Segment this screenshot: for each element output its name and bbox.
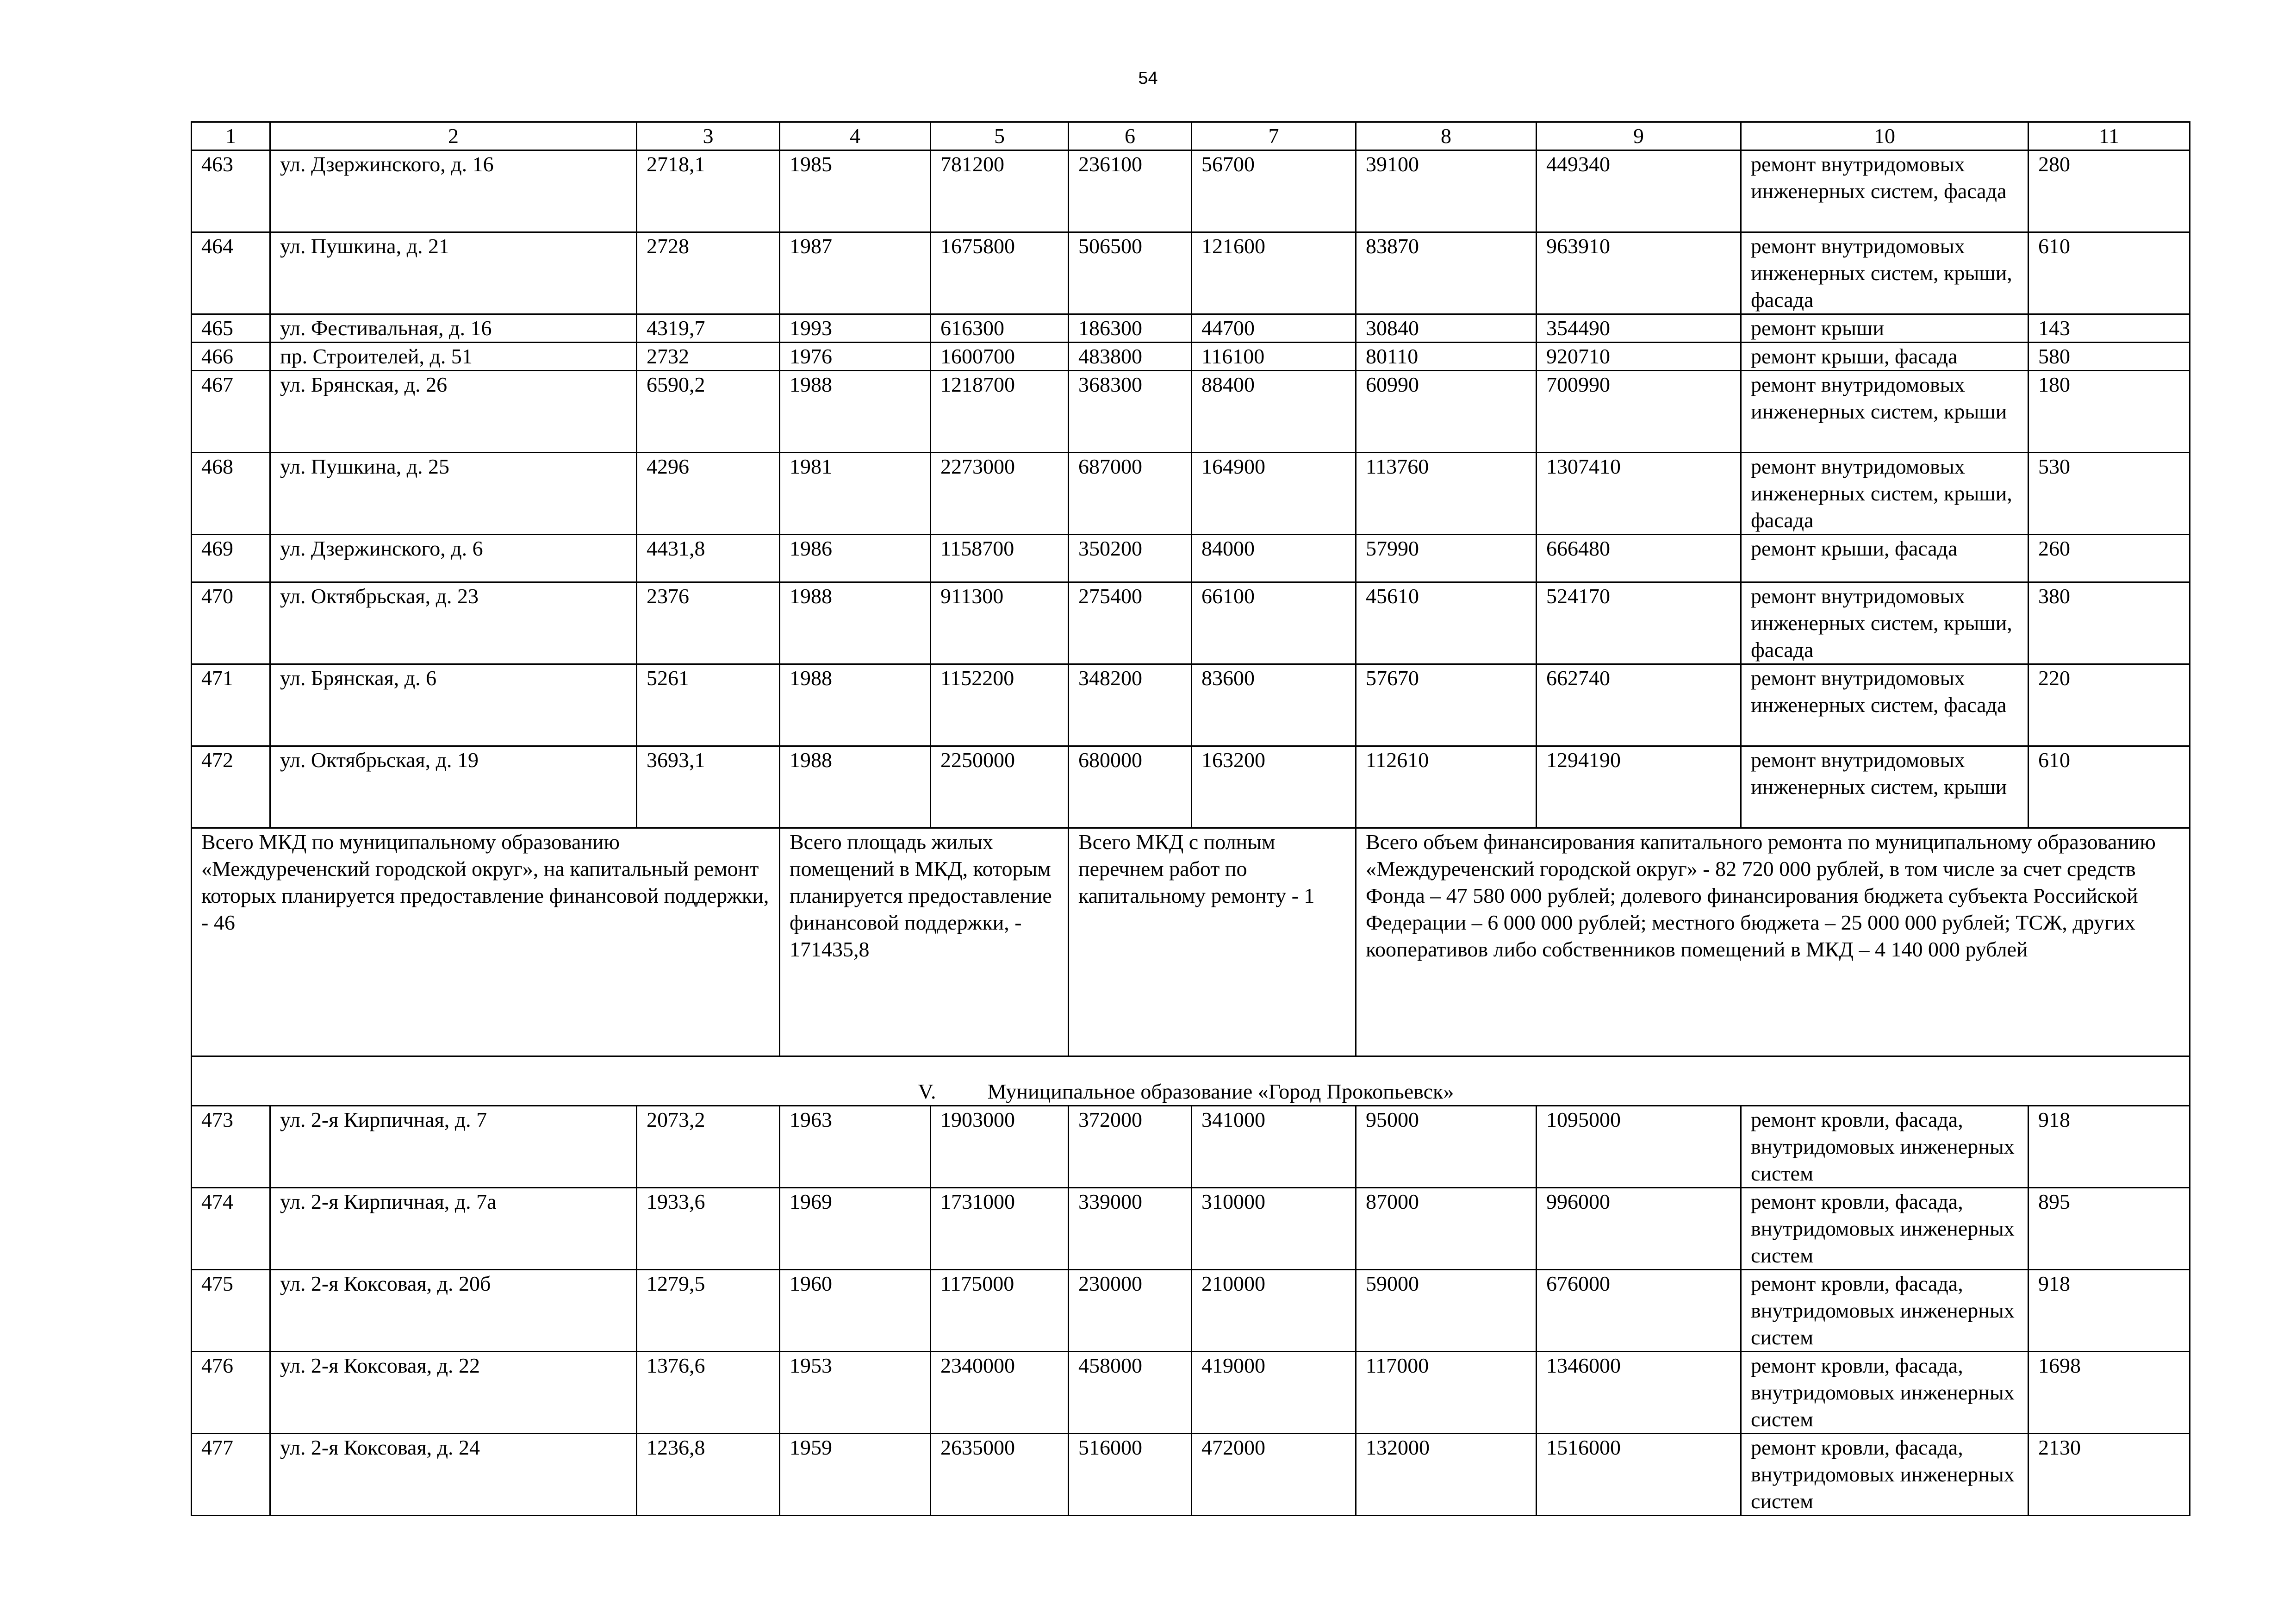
address: ул. Брянская, д. 6: [270, 664, 637, 746]
year: 1985: [780, 150, 931, 232]
cost-region: 310000: [1192, 1188, 1356, 1270]
row-number: 477: [192, 1434, 270, 1516]
area: 2718,1: [637, 150, 780, 232]
table-row: [192, 371, 2190, 453]
address: ул. 2-я Коксовая, д. 24: [270, 1434, 637, 1516]
summary-total-mkd: Всего МКД по муниципальному образованию «Междуреченский городской округ», на капитальный ремонт которых планируется предоставление финансовой поддержки, - 46: [192, 828, 780, 1056]
area: 1236,8: [637, 1434, 780, 1516]
address: ул. 2-я Коксовая, д. 22: [270, 1352, 637, 1434]
extra: 530: [2028, 453, 2190, 535]
row-number: 476: [192, 1352, 270, 1434]
cost-region: 56700: [1192, 150, 1356, 232]
works-list: ремонт внутридомовых инженерных систем, крыши, фасада: [1741, 232, 2028, 314]
address: ул. Октябрьская, д. 19: [270, 746, 637, 828]
address: ул. Октябрьская, д. 23: [270, 582, 637, 664]
cost-total: 781200: [931, 150, 1069, 232]
area: 5261: [637, 664, 780, 746]
cost-fund: 368300: [1069, 371, 1192, 453]
address: ул. 2-я Кирпичная, д. 7а: [270, 1188, 637, 1270]
cost-fund: 516000: [1069, 1434, 1192, 1516]
cost-region: 88400: [1192, 371, 1356, 453]
area: 2376: [637, 582, 780, 664]
cost-owners: 996000: [1537, 1188, 1741, 1270]
table-row: [192, 535, 2190, 582]
works-list: ремонт кровли, фасада, внутридомовых инженерных систем: [1741, 1188, 2028, 1270]
works-list: ремонт кровли, фасада, внутридомовых инженерных систем: [1741, 1106, 2028, 1188]
row-number: 475: [192, 1270, 270, 1352]
table-row: [192, 664, 2190, 746]
cost-owners: 666480: [1537, 535, 1741, 582]
extra: 2130: [2028, 1434, 2190, 1516]
cost-fund: 350200: [1069, 535, 1192, 582]
area: 1933,6: [637, 1188, 780, 1270]
address: ул. 2-я Кирпичная, д. 7: [270, 1106, 637, 1188]
cost-total: 2250000: [931, 746, 1069, 828]
row-number: 472: [192, 746, 270, 828]
address: пр. Строителей, д. 51: [270, 343, 637, 371]
cost-owners: 963910: [1537, 232, 1741, 314]
cost-region: 164900: [1192, 453, 1356, 535]
column-number: 9: [1537, 122, 1741, 150]
works-list: ремонт кровли, фасада, внутридомовых инженерных систем: [1741, 1270, 2028, 1352]
cost-local: 132000: [1356, 1434, 1537, 1516]
year: 1987: [780, 232, 931, 314]
section-heading-row: [192, 1056, 2190, 1106]
row-number: 469: [192, 535, 270, 582]
cost-owners: 1307410: [1537, 453, 1741, 535]
cost-owners: 354490: [1537, 314, 1741, 343]
section-number: V.: [918, 1080, 936, 1103]
cost-local: 60990: [1356, 371, 1537, 453]
year: 1960: [780, 1270, 931, 1352]
cost-total: 1903000: [931, 1106, 1069, 1188]
cost-local: 112610: [1356, 746, 1537, 828]
works-list: ремонт внутридомовых инженерных систем, фасада: [1741, 150, 2028, 232]
cost-owners: 700990: [1537, 371, 1741, 453]
extra: 143: [2028, 314, 2190, 343]
cost-fund: 372000: [1069, 1106, 1192, 1188]
column-number: 10: [1741, 122, 2028, 150]
extra: 918: [2028, 1270, 2190, 1352]
extra: 610: [2028, 746, 2190, 828]
area: 6590,2: [637, 371, 780, 453]
cost-local: 95000: [1356, 1106, 1537, 1188]
row-number: 466: [192, 343, 270, 371]
cost-fund: 339000: [1069, 1188, 1192, 1270]
row-number: 463: [192, 150, 270, 232]
table-row: [192, 582, 2190, 664]
table-row: [192, 746, 2190, 828]
year: 1988: [780, 664, 931, 746]
column-number: 6: [1069, 122, 1192, 150]
cost-region: 163200: [1192, 746, 1356, 828]
cost-owners: 449340: [1537, 150, 1741, 232]
cost-total: 616300: [931, 314, 1069, 343]
cost-fund: 275400: [1069, 582, 1192, 664]
column-number: 5: [931, 122, 1069, 150]
table-row: [192, 1352, 2190, 1434]
area: 2728: [637, 232, 780, 314]
area: 4431,8: [637, 535, 780, 582]
cost-owners: 676000: [1537, 1270, 1741, 1352]
cost-region: 472000: [1192, 1434, 1356, 1516]
cost-fund: 687000: [1069, 453, 1192, 535]
cost-owners: 920710: [1537, 343, 1741, 371]
year: 1988: [780, 371, 931, 453]
row-number: 468: [192, 453, 270, 535]
cost-fund: 680000: [1069, 746, 1192, 828]
year: 1976: [780, 343, 931, 371]
cost-fund: 230000: [1069, 1270, 1192, 1352]
table-row: [192, 314, 2190, 343]
cost-region: 44700: [1192, 314, 1356, 343]
works-list: ремонт внутридомовых инженерных систем, крыши: [1741, 371, 2028, 453]
cost-total: 1158700: [931, 535, 1069, 582]
cost-local: 39100: [1356, 150, 1537, 232]
works-list: ремонт крыши, фасада: [1741, 535, 2028, 582]
summary-full-list: Всего МКД с полным перечнем работ по капитальному ремонту - 1: [1069, 828, 1356, 1056]
year: 1988: [780, 746, 931, 828]
page-number: 54: [1138, 69, 1158, 88]
works-list: ремонт внутридомовых инженерных систем, фасада: [1741, 664, 2028, 746]
cost-total: 1731000: [931, 1188, 1069, 1270]
year: 1988: [780, 582, 931, 664]
cost-owners: 1294190: [1537, 746, 1741, 828]
table-row: [192, 1270, 2190, 1352]
cost-owners: 662740: [1537, 664, 1741, 746]
cost-region: 121600: [1192, 232, 1356, 314]
summary-row: [192, 828, 2190, 1056]
cost-region: 83600: [1192, 664, 1356, 746]
works-list: ремонт внутридомовых инженерных систем, крыши: [1741, 746, 2028, 828]
table-row: [192, 343, 2190, 371]
column-number: 2: [270, 122, 637, 150]
works-list: ремонт кровли, фасада, внутридомовых инженерных систем: [1741, 1434, 2028, 1516]
table-row: [192, 150, 2190, 232]
row-number: 470: [192, 582, 270, 664]
cost-region: 116100: [1192, 343, 1356, 371]
cost-owners: 1516000: [1537, 1434, 1741, 1516]
address: ул. Дзержинского, д. 6: [270, 535, 637, 582]
table-row: [192, 453, 2190, 535]
cost-total: 1600700: [931, 343, 1069, 371]
row-number: 473: [192, 1106, 270, 1188]
works-list: ремонт кровли, фасада, внутридомовых инженерных систем: [1741, 1352, 2028, 1434]
cost-local: 57990: [1356, 535, 1537, 582]
extra: 1698: [2028, 1352, 2190, 1434]
cost-total: 2273000: [931, 453, 1069, 535]
cost-local: 59000: [1356, 1270, 1537, 1352]
table-row: [192, 1106, 2190, 1188]
cost-fund: 506500: [1069, 232, 1192, 314]
cost-total: 1175000: [931, 1270, 1069, 1352]
address: ул. Пушкина, д. 25: [270, 453, 637, 535]
address: ул. 2-я Коксовая, д. 20б: [270, 1270, 637, 1352]
year: 1986: [780, 535, 931, 582]
column-number: 3: [637, 122, 780, 150]
cost-fund: 236100: [1069, 150, 1192, 232]
year: 1963: [780, 1106, 931, 1188]
cost-local: 80110: [1356, 343, 1537, 371]
cost-region: 419000: [1192, 1352, 1356, 1434]
cost-region: 66100: [1192, 582, 1356, 664]
cost-fund: 483800: [1069, 343, 1192, 371]
cost-local: 83870: [1356, 232, 1537, 314]
summary-financing: Всего объем финансирования капитального ремонта по муниципальному образованию «Междуреченский городской округ» - 82 720 000 рублей, в том числе за счет средств Фонда – 47 580 000 рублей; долевого финансирования бюджета субъекта Российской Федерации – 6 000 000 рублей; местного бюджета – 25 000 000 рублей; ТСЖ, других кооперативов либо собственников помещений в МКД – 4 140 000 рублей: [1356, 828, 2190, 1056]
section-heading: [192, 1056, 2190, 1106]
cost-region: 210000: [1192, 1270, 1356, 1352]
row-number: 471: [192, 664, 270, 746]
area: 4319,7: [637, 314, 780, 343]
year: 1993: [780, 314, 931, 343]
capital-repair-table: [191, 121, 2190, 1516]
cost-fund: 458000: [1069, 1352, 1192, 1434]
works-list: ремонт внутридомовых инженерных систем, крыши, фасада: [1741, 453, 2028, 535]
cost-fund: 186300: [1069, 314, 1192, 343]
extra: 220: [2028, 664, 2190, 746]
works-list: ремонт крыши, фасада: [1741, 343, 2028, 371]
column-number: 4: [780, 122, 931, 150]
address: ул. Дзержинского, д. 16: [270, 150, 637, 232]
cost-total: 911300: [931, 582, 1069, 664]
cost-region: 84000: [1192, 535, 1356, 582]
cost-total: 1675800: [931, 232, 1069, 314]
section-title: Муниципальное образование «Город Прокопьевск»: [987, 1080, 1454, 1103]
row-number: 467: [192, 371, 270, 453]
cost-owners: 1346000: [1537, 1352, 1741, 1434]
extra: 610: [2028, 232, 2190, 314]
cost-local: 30840: [1356, 314, 1537, 343]
row-number: 465: [192, 314, 270, 343]
column-number: 1: [192, 122, 270, 150]
table-row: [192, 1188, 2190, 1270]
address: ул. Фестивальная, д. 16: [270, 314, 637, 343]
cost-owners: 524170: [1537, 582, 1741, 664]
extra: 280: [2028, 150, 2190, 232]
area: 1376,6: [637, 1352, 780, 1434]
cost-fund: 348200: [1069, 664, 1192, 746]
cost-total: 1218700: [931, 371, 1069, 453]
summary-total-area: Всего площадь жилых помещений в МКД, которым планируется предоставление финансовой поддержки, - 171435,8: [780, 828, 1069, 1056]
works-list: ремонт внутридомовых инженерных систем, крыши, фасада: [1741, 582, 2028, 664]
column-number-row: [192, 122, 2190, 150]
area: 4296: [637, 453, 780, 535]
column-number: 7: [1192, 122, 1356, 150]
area: 3693,1: [637, 746, 780, 828]
extra: 895: [2028, 1188, 2190, 1270]
address: ул. Брянская, д. 26: [270, 371, 637, 453]
table-body: [192, 122, 2190, 1516]
year: 1959: [780, 1434, 931, 1516]
extra: 580: [2028, 343, 2190, 371]
cost-local: 87000: [1356, 1188, 1537, 1270]
cost-local: 45610: [1356, 582, 1537, 664]
cost-total: 2635000: [931, 1434, 1069, 1516]
extra: 260: [2028, 535, 2190, 582]
area: 1279,5: [637, 1270, 780, 1352]
area: 2073,2: [637, 1106, 780, 1188]
column-number: 8: [1356, 122, 1537, 150]
extra: 380: [2028, 582, 2190, 664]
row-number: 464: [192, 232, 270, 314]
column-number: 11: [2028, 122, 2190, 150]
year: 1969: [780, 1188, 931, 1270]
cost-total: 2340000: [931, 1352, 1069, 1434]
year: 1953: [780, 1352, 931, 1434]
cost-local: 57670: [1356, 664, 1537, 746]
row-number: 474: [192, 1188, 270, 1270]
cost-owners: 1095000: [1537, 1106, 1741, 1188]
cost-region: 341000: [1192, 1106, 1356, 1188]
extra: 918: [2028, 1106, 2190, 1188]
cost-local: 113760: [1356, 453, 1537, 535]
table-row: [192, 1434, 2190, 1516]
extra: 180: [2028, 371, 2190, 453]
area: 2732: [637, 343, 780, 371]
cost-local: 117000: [1356, 1352, 1537, 1434]
table-row: [192, 232, 2190, 314]
works-list: ремонт крыши: [1741, 314, 2028, 343]
year: 1981: [780, 453, 931, 535]
address: ул. Пушкина, д. 21: [270, 232, 637, 314]
cost-total: 1152200: [931, 664, 1069, 746]
